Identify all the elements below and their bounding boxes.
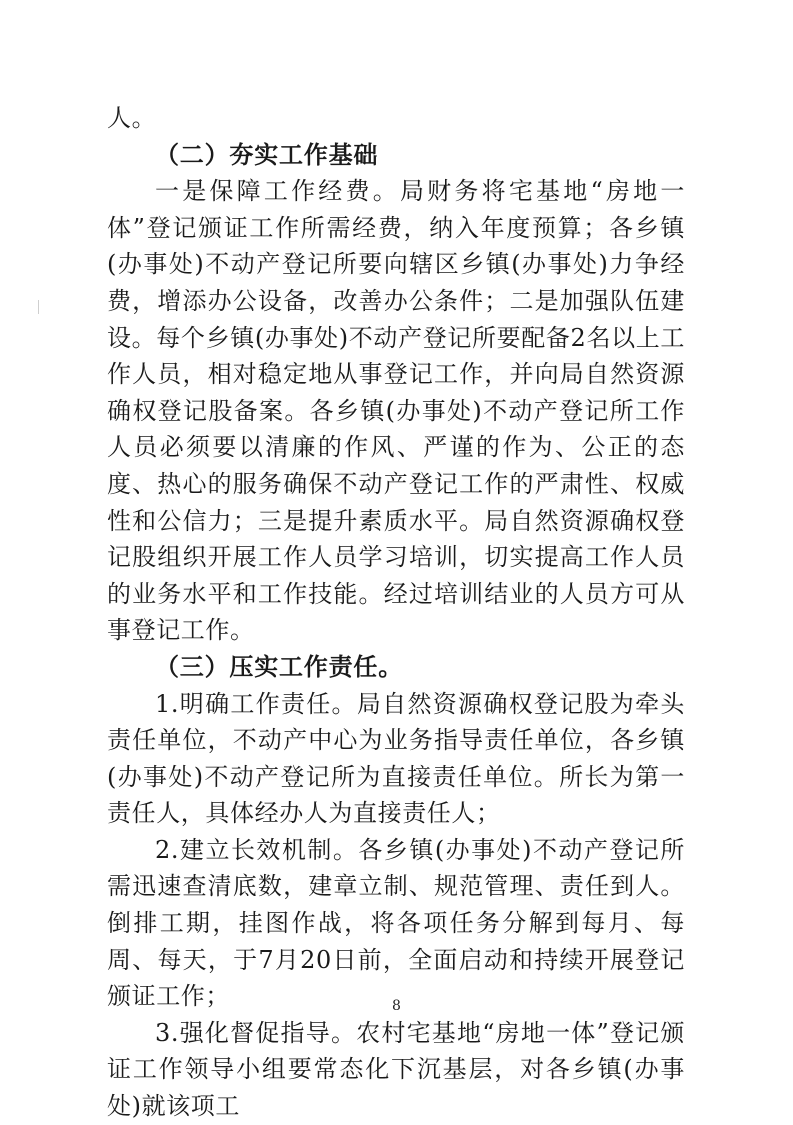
paragraph-clarify-responsibility: 1.明确工作责任。局自然资源确权登记股为牵头责任单位，不动产中心为业务指导责任单位，各乡镇(办事处)不动产登记所为直接责任单位。所长为第一责任人，具体经办人为直接责任人；: [107, 689, 685, 828]
section-heading-consolidate-responsibility: （三）压实工作责任。: [155, 652, 403, 681]
document-body: [107, 100, 685, 1125]
page-number: 8: [392, 998, 401, 1014]
paragraph-continuation: 人。: [107, 104, 157, 132]
scan-margin-mark: [38, 300, 39, 314]
section-heading-consolidate-foundation: （二）夯实工作基础: [155, 140, 379, 169]
paragraph-work-foundation: 一是保障工作经费。局财务将宅基地“房地一体”登记颁证工作所需经费，纳入年度预算；各乡镇(办事处)不动产登记所要向辖区乡镇(办事处)力争经费，增添办公设备，改善办公条件；二是加强队伍建设。每个乡镇(办事处)不动产登记所要配备2名以上工作人员，相对稳定地从事登记工作，并向局自然资源确权登记股备案。各乡镇(办事处)不动产登记所工作人员必须要以清廉的作风、严谨的作为、公正的态度、热心的服务确保不动产登记工作的严肃性、权威性和公信力；三是提升素质水平。局自然资源确权登记股组织开展工作人员学习培训，切实提高工作人员的业务水平和工作技能。经过培训结业的人员方可从事登记工作。: [107, 177, 685, 645]
paragraph-supervision-guidance: 3.强化督促指导。农村宅基地“房地一体”登记颁证工作领导小组要常态化下沉基层，对各乡镇(办事处)就该项工: [107, 1018, 685, 1121]
paragraph-long-term-mechanism: 2.建立长效机制。各乡镇(办事处)不动产登记所需迅速查清底数，建章立制、规范管理、责任到人。倒排工期，挂图作战，将各项任务分解到每月、每周、每天，于7月20日前，全面启动和持续开展登记颁证工作；: [107, 835, 685, 1011]
